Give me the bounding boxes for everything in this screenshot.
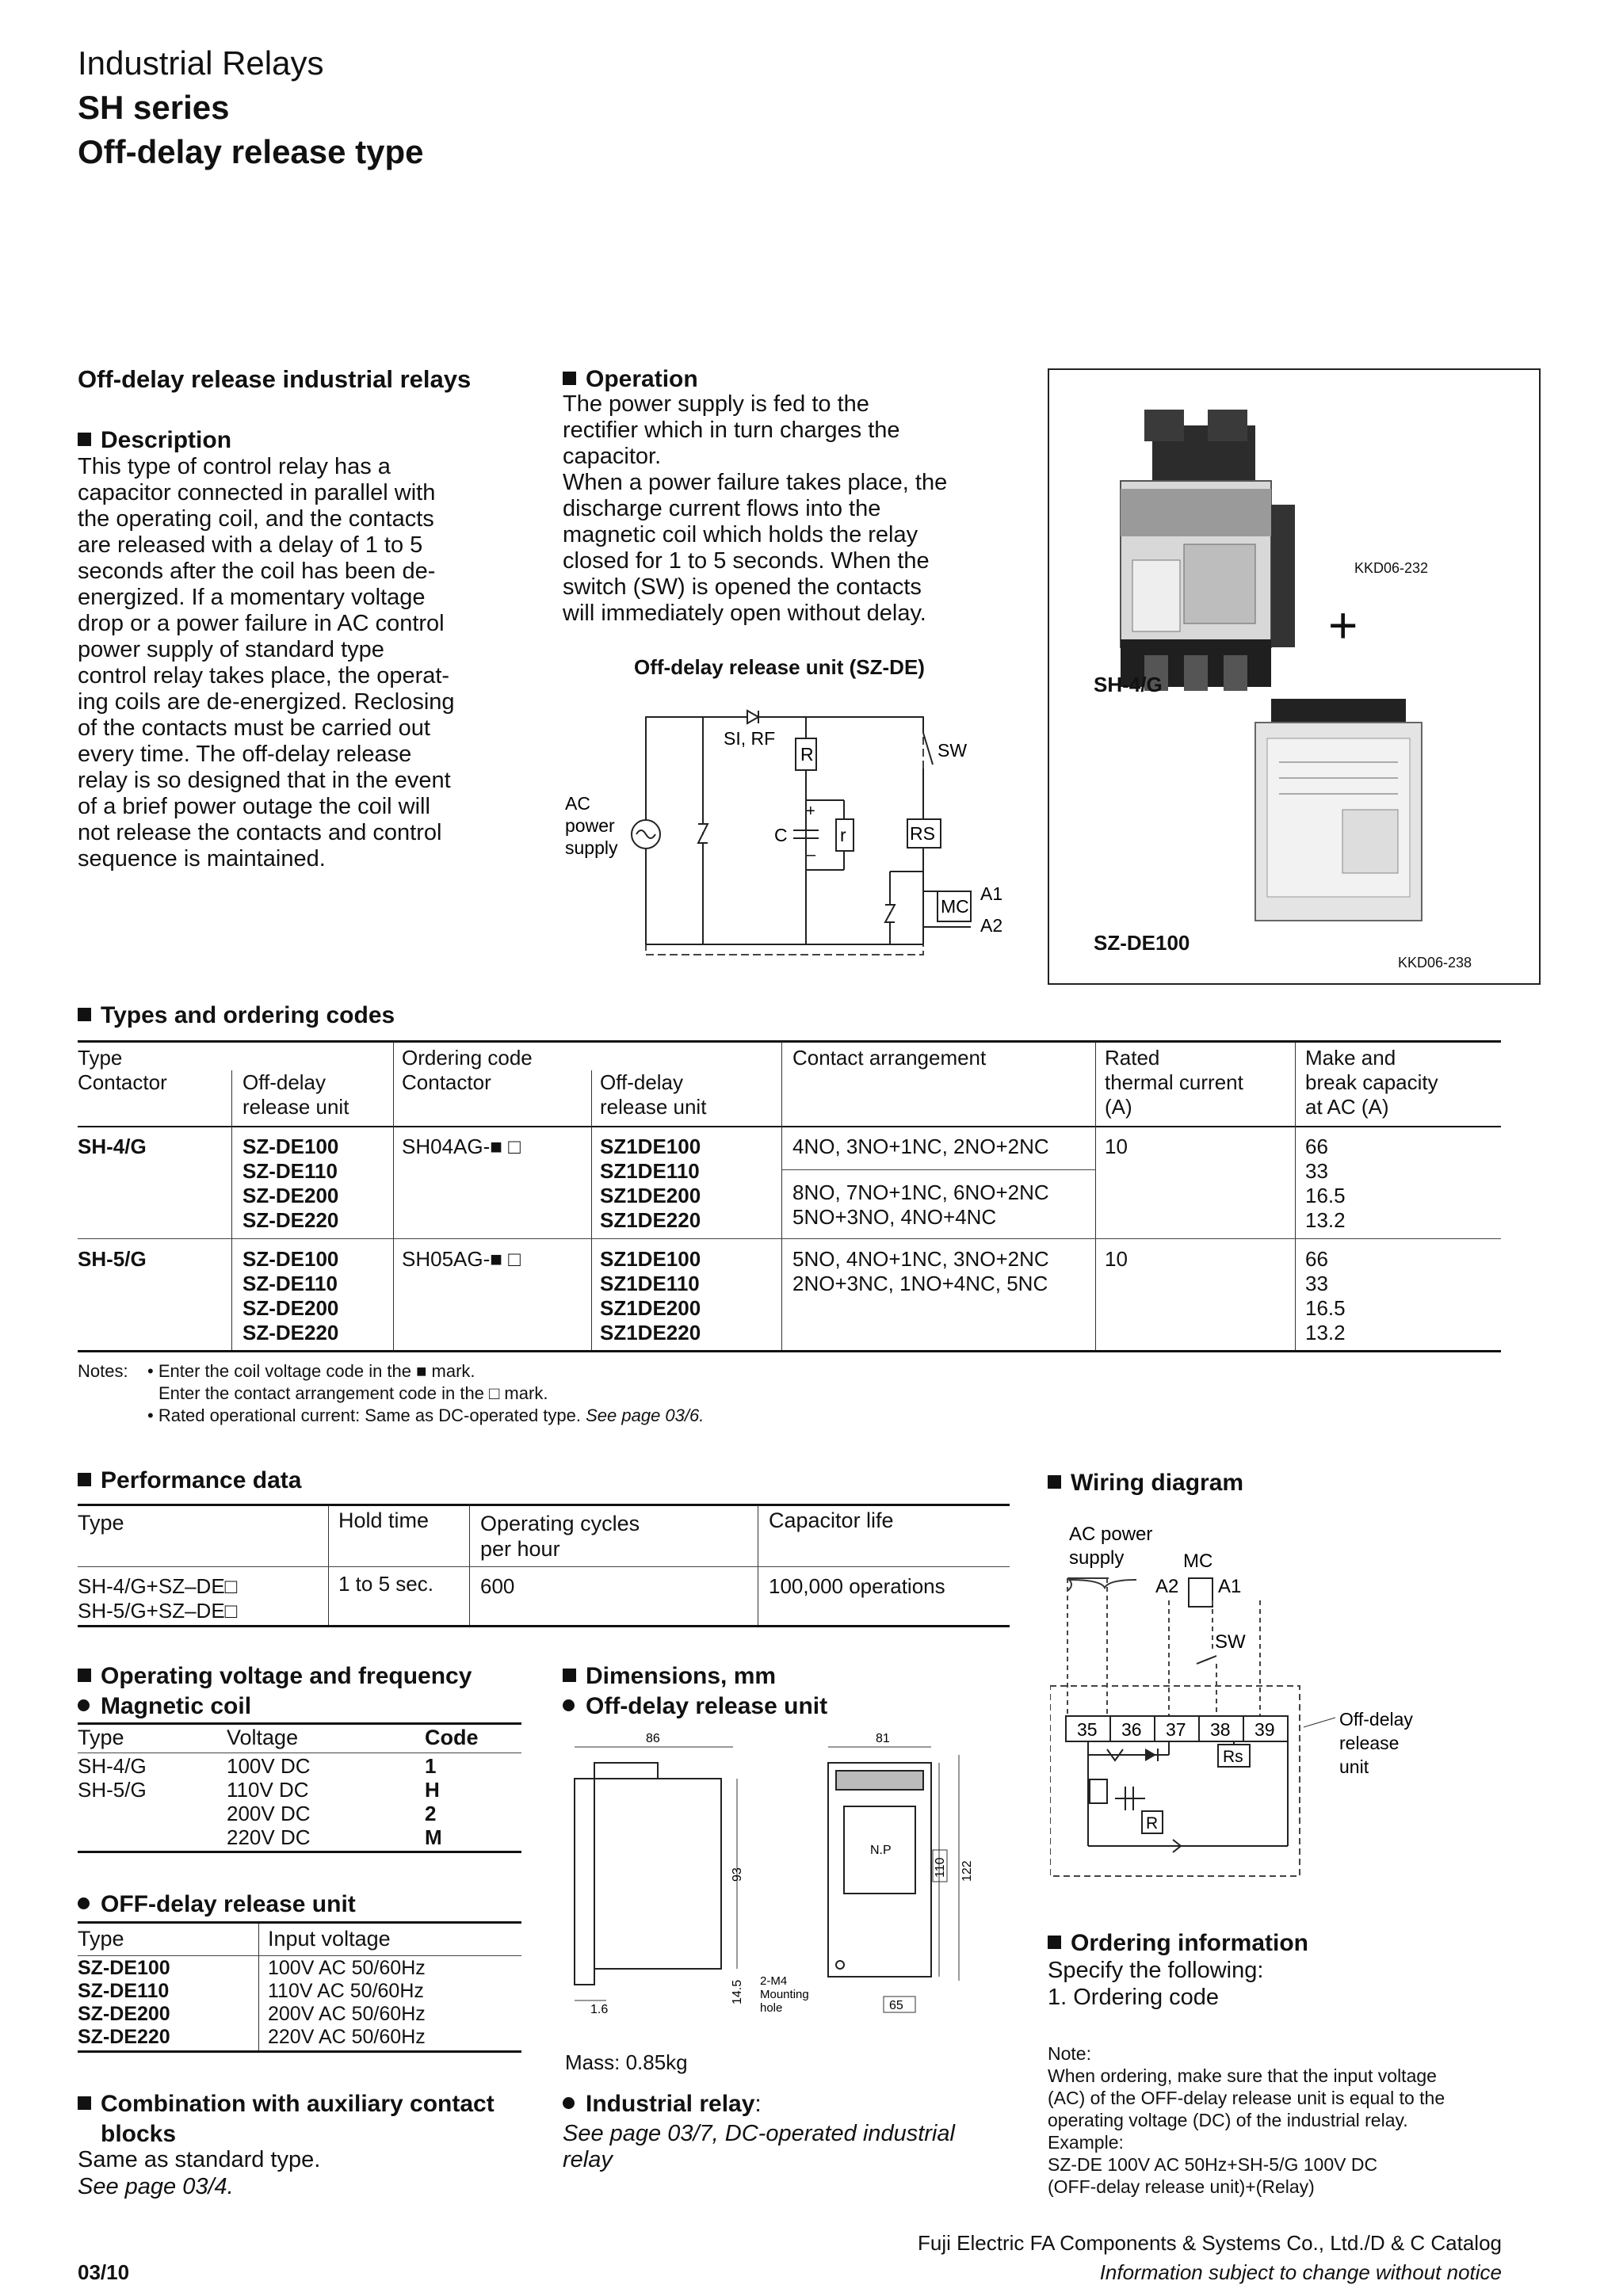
notes-label: Notes: xyxy=(78,1361,128,1381)
relay-photo xyxy=(1097,402,1303,703)
photo-label-top: SH-4/G xyxy=(1094,673,1163,696)
svg-text:39: 39 xyxy=(1254,1719,1275,1740)
varistor-icon xyxy=(698,824,708,843)
header-category: Industrial Relays xyxy=(78,44,324,82)
types-row-contactor: SH-5/G xyxy=(78,1247,147,1271)
terminal-strip xyxy=(836,1771,923,1790)
types-header-capacity: Make and break capacity at AC (A) xyxy=(1305,1046,1438,1119)
wiring-diagram xyxy=(1050,1513,1526,1878)
bullet-dot-icon xyxy=(563,1699,575,1711)
bullet-dot-icon xyxy=(78,1699,90,1711)
bullet-square-icon xyxy=(563,1669,576,1682)
bullet-dot-icon xyxy=(78,1897,90,1909)
offdelay-unit-heading: OFF-delay release unit xyxy=(78,1890,356,1920)
svg-text:RS: RS xyxy=(910,823,935,844)
svg-text:1.6: 1.6 xyxy=(590,2003,609,2016)
perf-header-hold: Hold time xyxy=(338,1508,430,1532)
svg-text:110: 110 xyxy=(934,1857,947,1878)
ordering-heading: Ordering information xyxy=(1048,1928,1308,1958)
svg-text:supply: supply xyxy=(565,837,618,858)
voltage-header-type: Type xyxy=(78,1726,124,1749)
perf-row-type: SH-4/G+SZ–DE□ SH-5/G+SZ–DE□ xyxy=(78,1574,238,1623)
svg-text:–: – xyxy=(807,846,816,864)
types-row-rated: 10 xyxy=(1105,1135,1128,1158)
svg-text:AC power: AC power xyxy=(1069,1524,1153,1545)
operation-heading: Operation xyxy=(563,364,698,395)
svg-text:R: R xyxy=(800,744,814,765)
side-view xyxy=(594,1779,721,1969)
svg-text:Rs: Rs xyxy=(1223,1748,1243,1766)
combination-heading: Combination with auxiliary contact blocks xyxy=(78,2089,495,2149)
types-header-release-unit: Off-delay release unit xyxy=(242,1070,349,1119)
types-header-arrangement: Contact arrangement xyxy=(792,1046,987,1070)
plus-sign: + xyxy=(1328,597,1358,654)
types-row-code-contactor: SH04AG-■ □ xyxy=(402,1135,521,1158)
svg-text:AC: AC xyxy=(565,793,590,814)
svg-text:C: C xyxy=(774,825,788,845)
ordering-note-label: Note: xyxy=(1048,2043,1091,2064)
header-series: SH series xyxy=(78,89,230,126)
types-row-code-units: SZ1DE100 SZ1DE110 SZ1DE200 SZ1DE220 xyxy=(600,1247,701,1344)
performance-heading: Performance data xyxy=(78,1466,301,1496)
mass-text: Mass: 0.85kg xyxy=(565,2050,688,2074)
dimensions-heading: Dimensions, mm xyxy=(563,1661,776,1691)
types-header-ordering-unit: Off-delay release unit xyxy=(600,1070,707,1119)
unit-header-type: Type xyxy=(78,1927,124,1951)
ordering-lines: Specify the following: 1. Ordering code xyxy=(1048,1958,1264,2010)
svg-text:65: 65 xyxy=(889,1999,903,2012)
types-row-capacity: 66 33 16.5 13.2 xyxy=(1305,1135,1346,1232)
types-row-code-units: SZ1DE100 SZ1DE110 SZ1DE200 SZ1DE220 xyxy=(600,1135,701,1232)
unit-photo xyxy=(1239,691,1445,929)
photo-code-top: KKD06-232 xyxy=(1354,560,1429,576)
svg-text:MC: MC xyxy=(1183,1550,1213,1572)
bullet-square-icon xyxy=(78,433,91,446)
note-1: • Enter the coil voltage code in the ■ mark. xyxy=(147,1361,475,1381)
svg-text:Mounting: Mounting xyxy=(760,1988,809,2001)
dimension-drawing xyxy=(559,1731,1034,2024)
types-row-arrangement-b: 8NO, 7NO+1NC, 6NO+2NC 5NO+3NO, 4NO+4NC xyxy=(792,1180,1049,1229)
unit-header-input: Input voltage xyxy=(268,1927,391,1951)
svg-text:Off-delay: Off-delay xyxy=(1339,1709,1413,1730)
perf-header-type: Type xyxy=(78,1511,124,1535)
svg-text:unit: unit xyxy=(1339,1756,1369,1777)
svg-text:2-M4: 2-M4 xyxy=(760,1974,788,1988)
types-row-units: SZ-DE100 SZ-DE110 SZ-DE200 SZ-DE220 xyxy=(242,1135,339,1232)
industrial-relay-heading: Industrial relay: xyxy=(563,2089,762,2119)
svg-text:37: 37 xyxy=(1166,1719,1186,1740)
photo-code-bottom: KKD06-238 xyxy=(1398,955,1472,971)
svg-text:A1: A1 xyxy=(980,883,1003,904)
page-title: Off-delay release type xyxy=(78,133,424,170)
types-row-rated: 10 xyxy=(1105,1247,1128,1271)
types-row-code-contactor: SH05AG-■ □ xyxy=(402,1247,521,1271)
perf-row-hold: 1 to 5 sec. xyxy=(338,1572,433,1596)
svg-text:supply: supply xyxy=(1069,1547,1125,1569)
perf-row-cycles: 600 xyxy=(480,1574,515,1598)
bullet-square-icon xyxy=(78,1473,91,1486)
unit-types: SZ-DE100 SZ-DE110 SZ-DE200 SZ-DE220 xyxy=(78,1957,170,2048)
types-header-ordering-code: Ordering code Contactor xyxy=(402,1046,533,1094)
voltage-values: 100V DC 110V DC 200V DC 220V DC xyxy=(227,1754,311,1849)
photo-label-bottom: SZ-DE100 xyxy=(1094,931,1190,955)
svg-text:122: 122 xyxy=(960,1860,974,1882)
ordering-note-text: When ordering, make sure that the input voltage (AC) of the OFF-delay release unit is equal to the operating voltage (DC) of the industrial relay. Example: SZ-DE 100V AC 50Hz+SH-5/G 100V DC (OFF-delay release unit)+(Relay) xyxy=(1048,2065,1445,2197)
svg-text:86: 86 xyxy=(646,1732,660,1745)
bullet-square-icon xyxy=(1048,1475,1061,1489)
types-row-arrangement: 5NO, 4NO+1NC, 3NO+2NC 2NO+3NC, 1NO+4NC, 5NC xyxy=(792,1247,1049,1295)
types-row-capacity: 66 33 16.5 13.2 xyxy=(1305,1247,1346,1344)
svg-text:38: 38 xyxy=(1210,1719,1231,1740)
bullet-square-icon xyxy=(78,1008,91,1021)
bullet-square-icon xyxy=(78,1669,91,1682)
perf-header-capacitor: Capacitor life xyxy=(769,1508,894,1532)
svg-text:93: 93 xyxy=(731,1867,744,1882)
svg-text:hole: hole xyxy=(760,2001,783,2015)
svg-text:SW: SW xyxy=(938,740,968,761)
types-header-rated: Rated thermal current (A) xyxy=(1105,1046,1243,1119)
bullet-square-icon xyxy=(1048,1936,1061,1949)
intro-heading: Off-delay release industrial relays xyxy=(78,365,472,393)
diode-icon xyxy=(1145,1749,1156,1761)
magnetic-coil-heading: Magnetic coil xyxy=(78,1691,251,1722)
dimensions-subheading: Off-delay release unit xyxy=(563,1691,827,1722)
svg-text:SI, RF: SI, RF xyxy=(724,728,776,749)
voltage-heading: Operating voltage and frequency xyxy=(78,1661,472,1691)
perf-row-capacitor: 100,000 operations xyxy=(769,1574,945,1598)
industrial-relay-see: See page 03/7, DC-operated industrial relay xyxy=(563,2121,955,2172)
svg-text:release: release xyxy=(1339,1733,1400,1753)
svg-text:A2: A2 xyxy=(1155,1576,1179,1597)
svg-text:power: power xyxy=(565,815,615,836)
svg-text:35: 35 xyxy=(1077,1719,1098,1740)
footer-disclaimer: Information subject to change without notice xyxy=(1099,2260,1502,2284)
voltage-header-voltage: Voltage xyxy=(227,1726,299,1749)
types-heading: Types and ordering codes xyxy=(78,1001,395,1031)
svg-text:R: R xyxy=(1146,1814,1159,1833)
perf-header-cycles: Operating cycles per hour xyxy=(480,1512,640,1561)
types-row-contactor: SH-4/G xyxy=(78,1135,147,1158)
footer-company: Fuji Electric FA Components & Systems Co., Ltd./D & C Catalog xyxy=(918,2231,1502,2255)
svg-text:A2: A2 xyxy=(980,915,1003,936)
description-heading: Description xyxy=(78,425,231,456)
sw-icon xyxy=(1197,1656,1216,1664)
mc-coil-icon xyxy=(1189,1578,1212,1607)
svg-text:36: 36 xyxy=(1121,1719,1142,1740)
bullet-square-icon xyxy=(78,2096,91,2110)
voltage-codes: 1 H 2 M xyxy=(425,1754,442,1849)
combination-text: Same as standard type. xyxy=(78,2147,321,2172)
types-row-arrangement-a: 4NO, 3NO+1NC, 2NO+2NC xyxy=(792,1135,1049,1158)
wiring-heading: Wiring diagram xyxy=(1048,1468,1243,1498)
svg-text:+: + xyxy=(806,803,815,820)
types-row-units: SZ-DE100 SZ-DE110 SZ-DE200 SZ-DE220 xyxy=(242,1247,339,1344)
combination-see: See page 03/4. xyxy=(78,2174,234,2199)
voltage-header-code: Code xyxy=(425,1726,479,1749)
operation-text: The power supply is fed to the rectifier which in turn charges the capacitor. When a power failure takes place, the discharge current flows into the magnetic coil which holds the relay closed for 1 to 5 seconds. When the switch (SW) is opened the contacts will immediately open without delay. xyxy=(563,391,948,626)
description-text: This type of control relay has a capacitor connected in parallel with the operating coil, and the contacts are released with a delay of 1 to 5 seconds after the coil has been de- energized. If a momentary voltage drop or a power failure in AC control power supply of standard type control relay takes place, the operat- ing coils are de-energized. Reclosing of the contacts must be carried out every time. The off-delay release relay is so designed that in the event of a brief power outage the coil will not release the contacts and control sequence is maintained. xyxy=(78,454,455,871)
bullet-square-icon xyxy=(563,372,576,385)
types-header-type: Type Contactor xyxy=(78,1046,167,1094)
page-number: 03/10 xyxy=(78,2260,130,2284)
svg-text:N.P: N.P xyxy=(870,1844,892,1857)
bullet-dot-icon xyxy=(563,2097,575,2109)
product-photo-frame xyxy=(1048,368,1541,985)
note-3: • Rated operational current: Same as DC-operated type. See page 03/6. xyxy=(147,1405,705,1425)
circuit-title: Off-delay release unit (SZ-DE) xyxy=(634,655,925,679)
off-delay-circuit-diagram xyxy=(559,689,1034,959)
svg-text:r: r xyxy=(840,825,846,845)
diode-icon xyxy=(747,711,758,723)
svg-text:81: 81 xyxy=(876,1732,890,1745)
note-2: Enter the contact arrangement code in the □ mark. xyxy=(158,1383,548,1403)
switch-icon xyxy=(923,733,933,765)
voltage-types: SH-4/G SH-5/G xyxy=(78,1754,147,1802)
unit-inputs: 100V AC 50/60Hz 110V AC 50/60Hz 200V AC 50/60Hz 220V AC 50/60Hz xyxy=(268,1957,426,2048)
svg-text:14.5: 14.5 xyxy=(731,1979,744,2004)
svg-text:SW: SW xyxy=(1215,1631,1246,1653)
svg-text:MC: MC xyxy=(941,896,969,917)
svg-text:A1: A1 xyxy=(1218,1576,1242,1597)
